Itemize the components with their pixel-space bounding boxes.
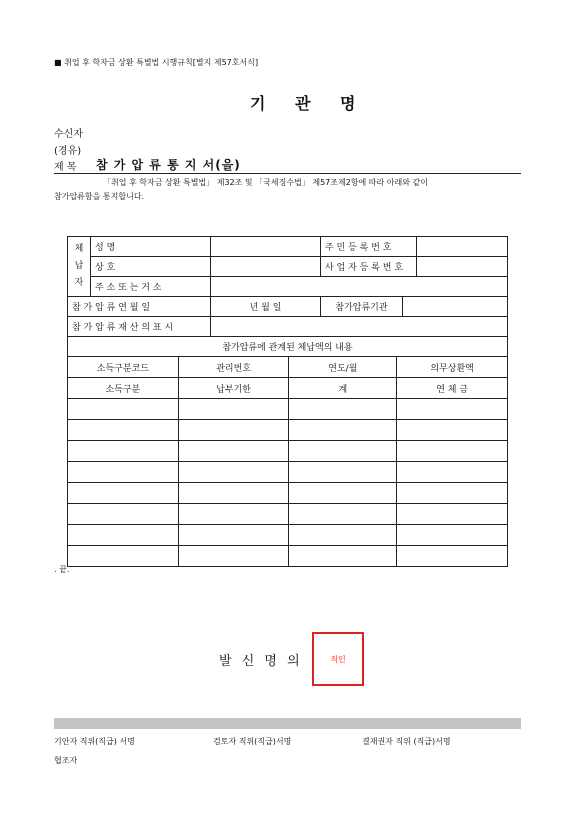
table-cell[interactable] — [397, 483, 508, 504]
sender-label: 발 신 명 의 — [219, 654, 303, 669]
body-text-line2: 참가압류함을 통지합니다. — [54, 192, 145, 201]
form-reference: ■ 취업 후 학자금 상환 특별법 시행규칙[별지 제57호서식] — [54, 58, 259, 67]
table-cell[interactable] — [397, 525, 508, 546]
table-row — [68, 420, 508, 441]
agency-title: 기 관 명 — [250, 94, 368, 113]
business-no-label: 사 업 자 등 록 번 호 — [321, 257, 417, 277]
table-cell[interactable] — [178, 420, 289, 441]
seizure-date-field[interactable]: 년 월 일 — [211, 297, 321, 317]
col-late-fee: 연 체 금 — [397, 378, 508, 399]
table-row — [68, 399, 508, 420]
drafter-signature: 기안자 직위(직급) 서명 — [54, 737, 135, 746]
property-label: 참 가 압 류 재 산 의 표 시 — [68, 317, 211, 337]
table-row — [68, 462, 508, 483]
table-cell[interactable] — [68, 525, 179, 546]
col-management-no: 관리번호 — [178, 357, 289, 378]
subject-divider — [54, 173, 521, 174]
seal-label: 직인 — [330, 654, 346, 664]
table-cell[interactable] — [68, 399, 179, 420]
table-row — [68, 525, 508, 546]
table-cell[interactable] — [289, 483, 397, 504]
table-cell[interactable] — [178, 483, 289, 504]
trade-name-field[interactable] — [211, 257, 321, 277]
table-cell[interactable] — [289, 399, 397, 420]
table-cell[interactable] — [397, 399, 508, 420]
table-cell[interactable] — [68, 483, 179, 504]
property-field[interactable] — [211, 317, 508, 337]
table-cell[interactable] — [178, 525, 289, 546]
table-row — [68, 441, 508, 462]
col-due-date: 납부기한 — [178, 378, 289, 399]
table-cell[interactable] — [178, 546, 289, 567]
table-row — [68, 504, 508, 525]
address-field[interactable] — [211, 277, 508, 297]
approver-signature: 결재권자 직위 (직급)서명 — [362, 737, 451, 746]
table-cell[interactable] — [68, 420, 179, 441]
subject-text: 참 가 압 류 통 지 서(을) — [96, 158, 241, 172]
arrears-table — [67, 356, 508, 567]
table-cell[interactable] — [289, 441, 397, 462]
col-repayment: 의무상환액 — [397, 357, 508, 378]
address-label: 주 소 또 는 거 소 — [91, 277, 211, 297]
body-text-line1: 「취업 후 학자금 상환 특별법」 제32조 및 「국세징수법」 제57조제2항에 따라 아래와 같이 — [103, 178, 428, 187]
recipient-label: 수신자 — [54, 129, 83, 140]
resident-no-label: 주 민 등 록 번 호 — [321, 237, 417, 257]
table-cell[interactable] — [397, 504, 508, 525]
end-mark: . 끝. — [54, 565, 70, 574]
col-income-code: 소득구분코드 — [68, 357, 179, 378]
name-field[interactable] — [211, 237, 321, 257]
payer-info-table — [67, 236, 508, 357]
table-cell[interactable] — [397, 441, 508, 462]
via-label: (경유) — [54, 146, 82, 157]
seizure-agency-field[interactable] — [403, 297, 508, 317]
table-cell[interactable] — [68, 462, 179, 483]
table-cell[interactable] — [397, 546, 508, 567]
table-cell[interactable] — [178, 399, 289, 420]
table-cell[interactable] — [68, 504, 179, 525]
col-total: 계 — [289, 378, 397, 399]
resident-no-field[interactable] — [417, 237, 508, 257]
table-cell[interactable] — [289, 504, 397, 525]
table-cell[interactable] — [68, 441, 179, 462]
payer-label: 체납자 — [68, 237, 91, 297]
table-cell[interactable] — [178, 462, 289, 483]
col-year-month: 연도/월 — [289, 357, 397, 378]
table-cell[interactable] — [289, 462, 397, 483]
trade-name-label: 상 호 — [91, 257, 211, 277]
col-income-type: 소득구분 — [68, 378, 179, 399]
table-cell[interactable] — [397, 420, 508, 441]
reviewer-signature: 검토자 직위(직급)서명 — [213, 737, 292, 746]
name-label: 성 명 — [91, 237, 211, 257]
business-no-field[interactable] — [417, 257, 508, 277]
table-row — [68, 546, 508, 567]
cooperator-label: 협조자 — [54, 756, 78, 765]
table-cell[interactable] — [289, 525, 397, 546]
subject-label: 제 목 — [54, 162, 77, 173]
table-cell[interactable] — [178, 504, 289, 525]
seizure-agency-label: 참가압류기관 — [321, 297, 403, 317]
table-cell[interactable] — [397, 462, 508, 483]
official-seal-box — [312, 632, 364, 686]
seizure-date-label: 참 가 압 류 연 월 일 — [68, 297, 211, 317]
arrears-header: 참가압류에 관계된 체납액의 내용 — [68, 337, 508, 357]
table-cell[interactable] — [68, 546, 179, 567]
table-cell[interactable] — [289, 546, 397, 567]
footer-divider-bar — [54, 718, 521, 729]
table-cell[interactable] — [178, 441, 289, 462]
table-cell[interactable] — [289, 420, 397, 441]
table-row — [68, 483, 508, 504]
